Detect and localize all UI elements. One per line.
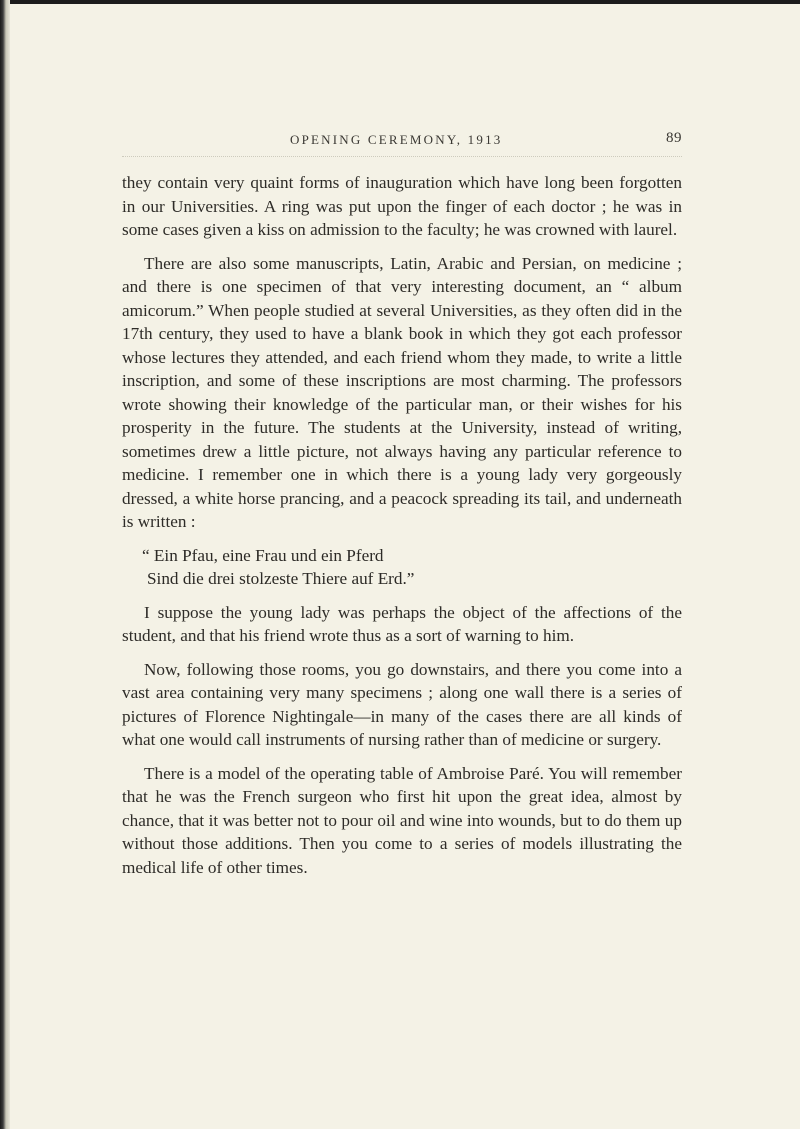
german-verse — [122, 544, 682, 591]
scan-binding-edge — [0, 0, 10, 1129]
paragraph-4: Now, following those rooms, you go downstairs, and there you come into a vast area containing very many specimens ; along one wall there is a series of pictures of Florence Nightingale—in many of the cases there are all kinds of what one would call instruments of nursing rather than of medicine or surgery. — [122, 659, 682, 749]
scan-top-edge — [0, 0, 800, 4]
page-number: 89 — [666, 130, 682, 146]
paragraph-3: I suppose the young lady was perhaps the object of the affections of the student, and that his friend wrote thus as a sort of warning to him. — [122, 602, 682, 645]
running-title: OPENING CEREMONY, 1913 — [290, 132, 503, 147]
verse-line-1: “ Ein Pfau, eine Frau und ein Pferd — [142, 545, 384, 565]
paragraph-1: they contain very quaint forms of inauguration which have long been forgotten in our Universities. A ring was put upon the finger of each doctor ; he was in some cases given a kiss on admission to the faculty; he was crowned with laurel. — [122, 173, 682, 239]
book-page — [122, 128, 682, 879]
paragraph-2: There are also some manuscripts, Latin, Arabic and Persian, on medicine ; and there is one specimen of that very interesting document, an “ album amicorum.” When people studied at several Universities, as they often did in the 17th century, they used to have a blank book in which they got each professor whose lectures they attended, and each friend whom they made, to write a little inscription, and some of these inscriptions are most charming. The professors wrote showing their knowledge of the particular man, or their wishes for his prosperity in the future. The students at the University, instead of writing, sometimes drew a little picture, not always having any particular reference to medicine. I remember one in which there is a young lady very gorgeously dressed, a white horse prancing, and a peacock spreading its tail, and underneath is written : — [122, 253, 682, 531]
body-text — [122, 171, 682, 879]
running-header — [122, 128, 682, 150]
paragraph-5: There is a model of the operating table of Ambroise Paré. You will remember that he was the French surgeon who first hit upon the great idea, almost by chance, that it was better not to pour oil and wine into wounds, but to do them up without those additions. Then you come to a series of models illustrating the medical life of other times. — [122, 763, 682, 877]
header-rule — [122, 156, 682, 157]
verse-line-2: Sind die drei stolzeste Thiere auf Erd.” — [147, 569, 415, 588]
